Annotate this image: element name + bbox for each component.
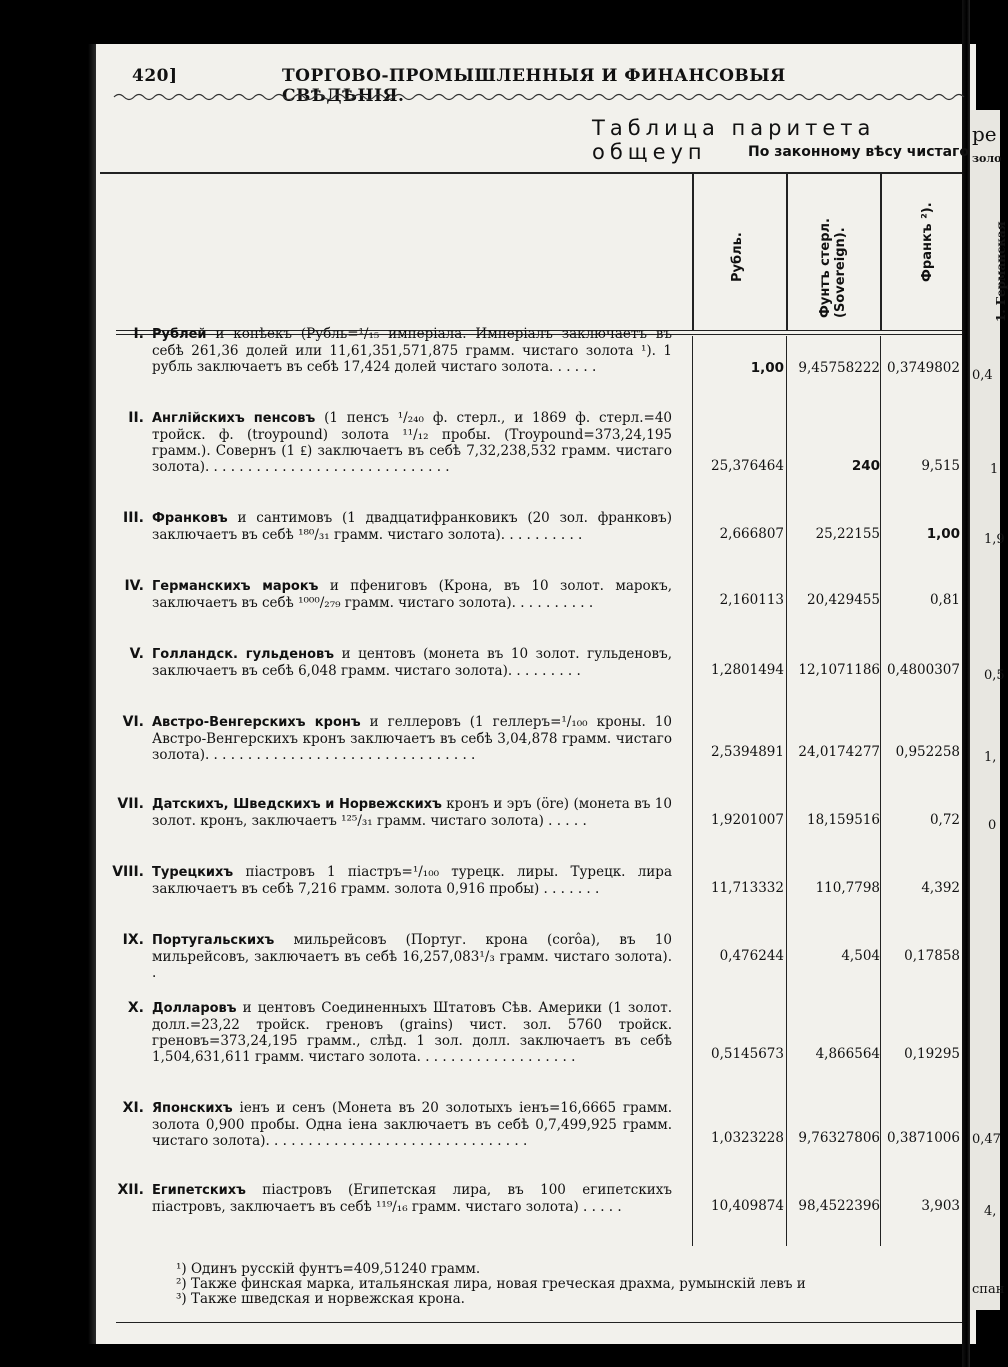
value-ruble: 1,0323228 [710, 1130, 784, 1146]
column-divider [692, 174, 694, 330]
value-franc: 3,903 [921, 1198, 960, 1214]
value-franc: 0,72 [929, 812, 960, 828]
strip-text: ре [972, 122, 997, 146]
row-text: и пфениговъ (Крона, въ 10 золот. марокъ, заключаетъ въ себѣ ¹⁰⁰⁰/₂₇₉ грамм. чистаго золота). . . . . . . . . . [152, 578, 672, 611]
strip-text: 0,47 [972, 1132, 1001, 1147]
row-number: VI. [122, 714, 144, 730]
strip-text: 1,9 [984, 532, 1005, 547]
row-text: кронъ и эръ (öre) (монета въ 10 золот. кронъ, заключаетъ ¹²⁵/₃₁ грамм. чистаго золота) . . . . . [152, 796, 672, 829]
value-pound: 4,866564 [815, 1046, 880, 1062]
strip-text: 0,4 [972, 368, 993, 383]
column-header-ruble: Рубль. [730, 232, 745, 282]
row-text: и сантимовъ (1 двадцатифранковикъ (20 зол. франковъ) заключаетъ въ себѣ ¹⁸⁰/₃₁ грамм. чистаго золота). . . . . . . . . . [152, 510, 672, 543]
value-franc: 4,392 [921, 880, 960, 896]
row-number: IV. [124, 578, 144, 594]
row-lead: Германскихъ марокъ [152, 579, 319, 594]
value-ruble: 1,2801494 [710, 662, 784, 678]
row-lead: Рублей [152, 327, 207, 342]
strip-text: золо [972, 152, 1002, 165]
row-description [152, 932, 672, 981]
footnote: ¹) Одинъ русскiй фунтъ=409,51240 грамм. [176, 1261, 481, 1277]
value-ruble: 1,00 [750, 360, 784, 376]
row-number: XI. [122, 1100, 144, 1116]
value-franc: 0,81 [929, 592, 960, 608]
value-franc: 0,952258 [895, 744, 960, 760]
row-number: VIII. [112, 864, 144, 880]
row-number: XII. [117, 1182, 144, 1198]
column-header-franc: Франкъ ²). [920, 202, 935, 282]
value-ruble: 2,160113 [719, 592, 784, 608]
value-pound: 4,504 [841, 948, 880, 964]
value-ruble: 10,409874 [710, 1198, 784, 1214]
value-pound: 18,159516 [806, 812, 880, 828]
row-number: I. [133, 326, 144, 342]
row-text: мильрейсовъ (Португ. крона (corôa), въ 10 мильрейсовъ, заключаетъ въ себѣ 16,257,083¹/₃ грамм. чистаго золота). . [152, 932, 672, 981]
value-franc: 0,19295 [904, 1046, 960, 1062]
value-pound: 25,22155 [815, 526, 880, 542]
strip-text: 0 [988, 818, 997, 833]
page-bottom-rule [116, 1322, 962, 1323]
value-pound: 24,0174277 [798, 744, 880, 760]
row-lead: Датскихъ, Шведскихъ и Норвежскихъ [152, 797, 442, 812]
value-ruble: 2,666807 [719, 526, 784, 542]
value-franc: 1,00 [926, 526, 960, 542]
strip-text: 0,5 [984, 668, 1005, 683]
row-description [152, 864, 672, 897]
table-title: Таблица паритета общеуп [592, 116, 876, 164]
value-ruble: 1,9201007 [710, 812, 784, 828]
value-franc: 0,3871006 [886, 1130, 960, 1146]
row-number: II. [128, 410, 144, 426]
column-divider [786, 336, 787, 1246]
column-header-pound: Фунтъ стерл. (Sovereign). [818, 217, 848, 318]
row-text: и центовъ Соединенныхъ Штатовъ Сѣв. Америки (1 золот. долл.=23,22 тройск. греновъ (grains) чист. зол. 5760 тройск. греновъ=373,24,195 грамм., слѣд. 1 зол. долл. заключаетъ въ себѣ 1,504,631,611 грамм. чистаго золота. . . . . . . . . . . . . . . . . . . [152, 1000, 672, 1065]
row-text: и центовъ (монета въ 10 золот. гульденовъ, заключаетъ въ себѣ 6,048 грамм. чистаго золота). . . . . . . . . [152, 646, 672, 679]
value-ruble: 11,713332 [710, 880, 784, 896]
row-description [152, 1182, 672, 1215]
row-number: X. [127, 1000, 144, 1016]
adjacent-page-strip [970, 110, 1008, 1310]
strip-text: спан [972, 1282, 1005, 1297]
row-number: VII. [117, 796, 144, 812]
page-shadow [88, 44, 96, 1344]
row-text: пiастровъ (Египетская лира, въ 100 египетскихъ пiастровъ, заключаетъ въ себѣ ¹¹⁹/₁₆ грамм. чистаго золота) . . . . . [152, 1182, 672, 1215]
row-lead: Турецкихъ [152, 865, 234, 880]
row-description [152, 578, 672, 611]
row-description [152, 714, 672, 763]
row-lead: Франковъ [152, 511, 228, 526]
value-pound: 9,76327806 [798, 1130, 880, 1146]
strip-text: 1 [990, 462, 999, 477]
row-description [152, 410, 672, 475]
running-title: ТОРГОВО-ПРОМЫШЛЕННЫЯ И ФИНАНСОВЫЯ СВѢДѢНІЯ. [282, 66, 786, 106]
row-description [152, 1000, 672, 1065]
footnote: ³) Также шведская и норвежская крона. [176, 1291, 465, 1307]
value-ruble: 25,376464 [710, 458, 784, 474]
row-description [152, 510, 672, 543]
column-divider [786, 174, 788, 330]
row-number: V. [129, 646, 144, 662]
row-lead: Голландск. гульденовъ [152, 647, 335, 662]
value-pound: 110,7798 [815, 880, 880, 896]
column-divider [880, 174, 882, 330]
value-pound: 12,1071186 [798, 662, 880, 678]
row-lead: Египетскихъ [152, 1183, 246, 1198]
strip-text: 1. Германская [994, 221, 1008, 322]
table-top-rule [100, 172, 962, 174]
row-text: (1 пенсъ ¹/₂₄₀ ф. стерл., и 1869 ф. стерл.=40 тройск. ф. (troypound) золота ¹¹/₁₂ пробы. (Troypound=373,24,195 грамм.). Совернъ (1 ₤) заключаетъ въ себѣ 7,32,238,532 грамм. чистаго золота). . . . . . . . . . . . . . . . . . . . . . . . . . . . . [152, 410, 672, 475]
running-header [132, 66, 872, 106]
row-description [152, 1100, 672, 1149]
value-franc: 9,515 [921, 458, 960, 474]
value-franc: 0,3749802 [886, 360, 960, 376]
value-pound: 98,4522396 [798, 1198, 880, 1214]
page-number: 420] [132, 66, 178, 86]
value-pound: 240 [851, 458, 880, 474]
value-franc: 0,4800307 [886, 662, 960, 678]
row-text: и геллеровъ (1 геллеръ=¹/₁₀₀ кроны. 10 Австро-Венгерскихъ кронъ заключаетъ въ себѣ 3,04,878 грамм. чистаго золота). . . . . . . . . . . . . . . . . . . . . . . . . . . . . . . . [152, 714, 672, 763]
footnotes [176, 1262, 966, 1307]
value-franc: 0,17858 [904, 948, 960, 964]
row-lead: Португальскихъ [152, 933, 275, 948]
value-ruble: 2,5394891 [710, 744, 784, 760]
row-text: пiастровъ 1 пiастръ=¹/₁₀₀ турецк. лиры. Турецк. лира заключаетъ въ себѣ 7,216 грамм. золота 0,916 пробы) . . . . . . . [152, 864, 672, 897]
row-lead: Японскихъ [152, 1101, 233, 1116]
value-pound: 9,45758222 [798, 360, 880, 376]
footnote: ²) Также финская марка, итальянская лира, новая греческая драхма, румынскiй левъ и [176, 1276, 806, 1292]
row-text: iенъ и сенъ (Монета въ 20 золотыхъ iенъ=16,6665 грамм. золота 0,900 пробы. Одна iена заключаетъ въ себѣ 0,7,499,925 грамм. чистаго золота). . . . . . . . . . . . . . . . . . . . . . . . . . . . . . . [152, 1100, 672, 1149]
book-fold [962, 0, 970, 1367]
row-lead: Австро-Венгерскихъ кронъ [152, 715, 361, 730]
row-lead: Англiйскихъ пенсовъ [152, 411, 316, 426]
row-description [152, 646, 672, 679]
row-number: IX. [122, 932, 144, 948]
row-number: III. [123, 510, 144, 526]
strip-text: 1, [984, 750, 997, 765]
row-lead: Долларовъ [152, 1001, 237, 1016]
row-description [152, 326, 672, 375]
column-divider [692, 336, 693, 1246]
strip-text: 4, [984, 1204, 997, 1219]
value-ruble: 0,5145673 [710, 1046, 784, 1062]
table-subtitle: По законному вѣсу чистаго [748, 144, 969, 160]
decorative-rule [114, 92, 964, 102]
value-pound: 20,429455 [806, 592, 880, 608]
row-text: и копѣекъ (Рубль=¹/₁₅ имперiала. Имперiалъ заключаетъ въ себѣ 261,36 долей или 11,61,351,571,875 грамм. чистаго золота ¹). 1 рубль заключаетъ въ себѣ 17,424 долей чистаго золота. . . . . . [152, 326, 672, 375]
value-ruble: 0,476244 [719, 948, 784, 964]
row-description [152, 796, 672, 829]
